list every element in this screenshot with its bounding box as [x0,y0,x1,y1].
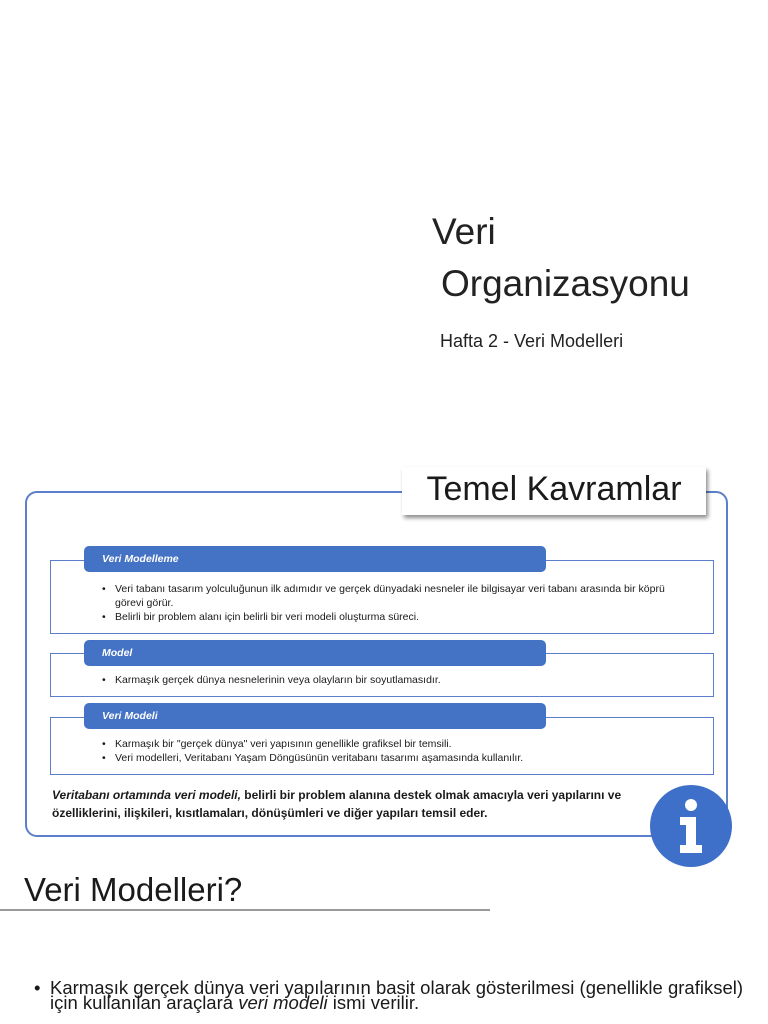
models-bullet-italic: veri modeli [238,992,328,1013]
section-bullets-veri-modelleme [102,582,672,624]
models-bullet-part1: Karmaşık gerçek dünya veri yapılarının basit olarak gösterilmesi (genellikle grafiksel) için kullanılan araçlara [50,977,744,1013]
models-heading: Veri Modelleri? [24,871,243,908]
slide-title-line2: Organizasyonu [441,263,690,304]
slide-title-line1: Veri [432,211,496,252]
bullet-item: • Belirli bir problem alanı için belirli bir veri modeli oluşturma süreci. [102,610,672,624]
section-bullets-model [102,673,672,687]
definition-text [52,786,642,822]
bullet-item: • Karmaşık bir "gerçek dünya" veri yapısının genellikle grafiksel bir temsili. [102,737,702,751]
heading-divider [0,909,490,911]
section-bullets-veri-modeli [102,737,702,765]
slide-subtitle: Hafta 2 - Veri Modelleri [440,331,624,351]
concepts-heading: Temel Kavramlar [402,467,706,515]
section-label-veri-modelleme: Veri Modelleme [84,546,546,572]
section-label-model: Model [84,640,546,666]
definition-rest: belirli bir problem alanına destek olmak amacıyla veri yapılarını ve özelliklerini, ilişkileri, kısıtlamaları, dönüşümleri ve diğer yapıları temsil eder. [52,788,622,820]
models-bullet-part2: ismi verilir. [327,992,420,1013]
definition-italic: Veritabanı ortamında veri modeli, [52,788,241,802]
bullet-dot-icon: • [34,977,41,998]
models-bullet [34,977,754,1013]
info-icon [650,785,732,867]
section-label-veri-modeli: Veri Modeli [84,703,546,729]
bullet-item: • Karmaşık gerçek dünya nesnelerinin veya olayların bir soyutlamasıdır. [102,673,672,687]
info-icon-glyph [650,785,732,867]
bullet-item: • Veri modelleri, Veritabanı Yaşam Döngüsünün veritabanı tasarımı aşamasında kullanılır. [102,751,702,765]
bullet-item: • Veri tabanı tasarım yolculuğunun ilk adımıdır ve gerçek dünyadaki nesneler ile bilgisayar veri tabanı arasında bir köprü görevi görür. [102,582,672,610]
